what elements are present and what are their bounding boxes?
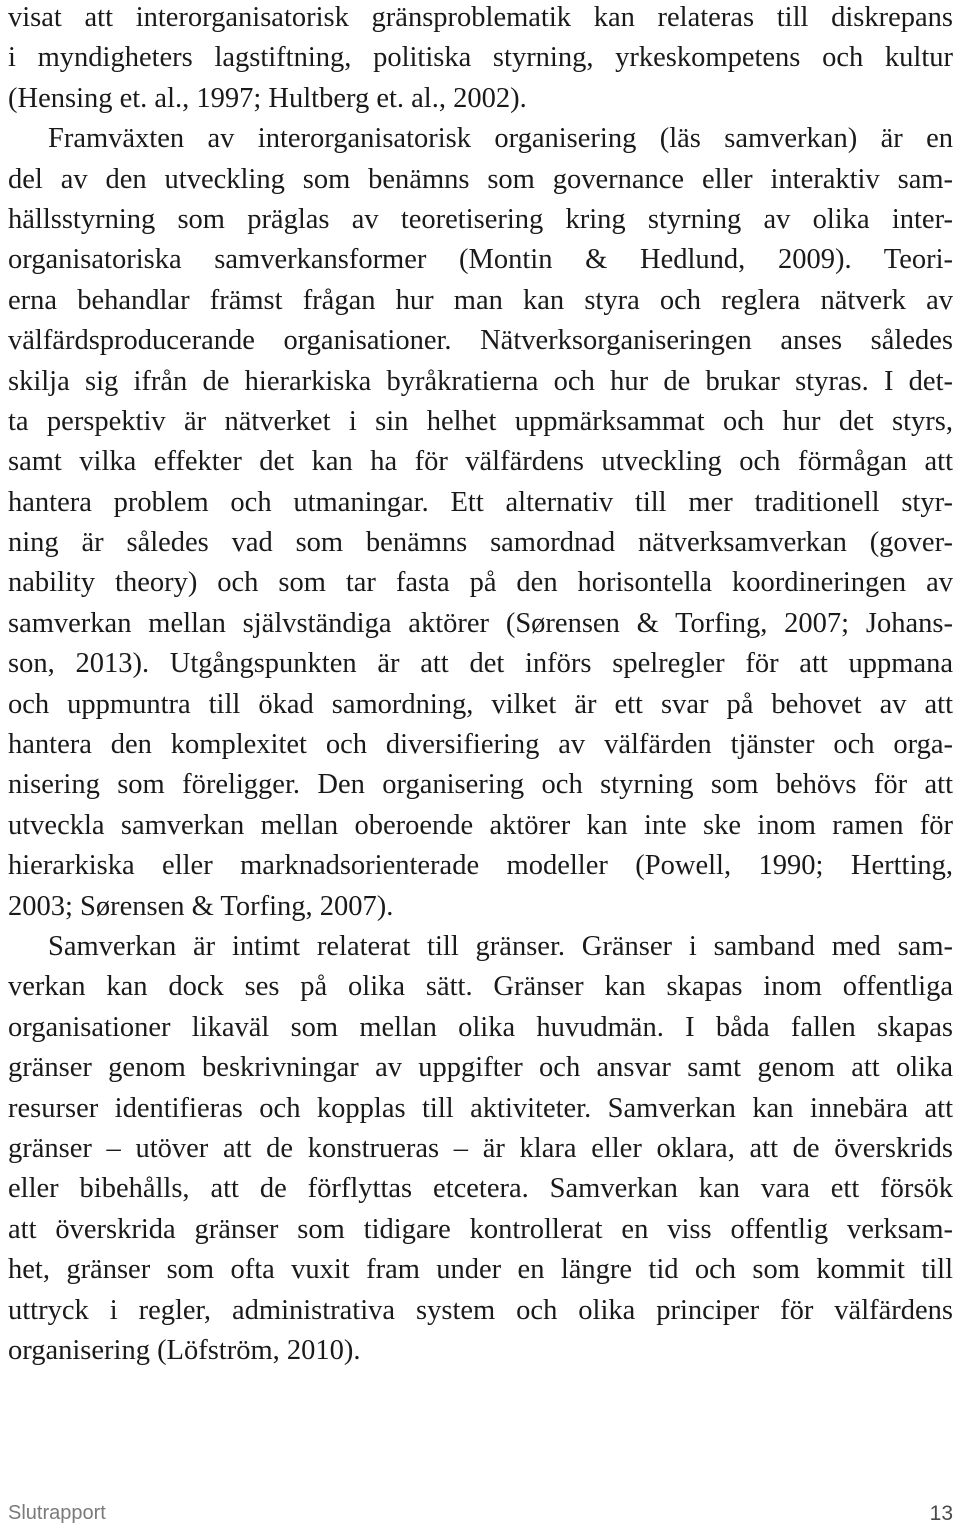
text-line: verkan kan dock ses på olika sätt. Gränser kan skapas inom offentliga bbox=[8, 971, 953, 1003]
body-text bbox=[8, 0, 953, 1371]
document-page bbox=[8, 0, 953, 1371]
text-line: utveckla samverkan mellan oberoende aktörer kan inte ske inom ramen för bbox=[8, 809, 953, 841]
text-line: ta perspektiv är nätverket i sin helhet uppmärksammat och hur det styrs, bbox=[8, 405, 953, 437]
text-line: (Hensing et. al., 1997; Hultberg et. al., 2002). bbox=[8, 82, 527, 114]
text-line: organisering (Löfström, 2010). bbox=[8, 1334, 361, 1366]
text-line: del av den utveckling som benämns som governance eller interaktiv sam- bbox=[8, 163, 953, 195]
text-line: hantera den komplexitet och diversifiering av välfärden tjänster och orga- bbox=[8, 729, 953, 761]
text-line: Framväxten av interorganisatorisk organisering (läs samverkan) är en bbox=[48, 123, 953, 155]
text-line: välfärdsproducerande organisationer. Nätverksorganiseringen anses således bbox=[8, 325, 953, 357]
footer-page-number: 13 bbox=[929, 1502, 953, 1525]
text-line: resurser identifieras och kopplas till aktiviteter. Samverkan kan innebära att bbox=[8, 1092, 953, 1124]
text-line: gränser genom beskrivningar av uppgifter och ansvar samt genom att olika bbox=[8, 1052, 953, 1084]
page-footer bbox=[8, 1502, 953, 1532]
text-line: son, 2013). Utgångspunkten är att det införs spelregler för att uppmana bbox=[8, 648, 953, 680]
text-line: och uppmuntra till ökad samordning, vilket är ett svar på behovet av att bbox=[8, 688, 953, 720]
text-line: ning är således vad som benämns samordnad nätverksamverkan (gover- bbox=[8, 527, 953, 559]
text-line: i myndigheters lagstiftning, politiska styrning, yrkeskompetens och kultur bbox=[8, 42, 953, 74]
text-line: hällsstyrning som präglas av teoretisering kring styrning av olika inter- bbox=[8, 203, 953, 235]
text-line: samt vilka effekter det kan ha för välfärdens utveckling och förmågan att bbox=[8, 446, 953, 478]
text-line: samverkan mellan självständiga aktörer (Sørensen & Torfing, 2007; Johans- bbox=[8, 607, 953, 639]
footer-report-title: Slutrapport bbox=[8, 1502, 106, 1524]
text-line: organisatoriska samverkansformer (Montin & Hedlund, 2009). Teori- bbox=[8, 244, 953, 276]
text-line: gränser – utöver att de konstrueras – är klara eller oklara, att de överskrids bbox=[8, 1132, 953, 1164]
text-line: erna behandlar främst frågan hur man kan styra och reglera nätverk av bbox=[8, 284, 953, 316]
text-line: eller bibehålls, att de förflyttas etcetera. Samverkan kan vara ett försök bbox=[8, 1173, 953, 1205]
text-line: att överskrida gränser som tidigare kontrollerat en viss offentlig verksam- bbox=[8, 1213, 953, 1245]
text-line: hierarkiska eller marknadsorienterade modeller (Powell, 1990; Hertting, bbox=[8, 850, 953, 882]
text-line: organisationer likaväl som mellan olika huvudmän. I båda fallen skapas bbox=[8, 1011, 953, 1043]
text-line: het, gränser som ofta vuxit fram under en längre tid och som kommit till bbox=[8, 1254, 953, 1286]
text-line: hantera problem och utmaningar. Ett alternativ till mer traditionell styr- bbox=[8, 486, 953, 518]
text-line: skilja sig ifrån de hierarkiska byråkratierna och hur de brukar styras. I det- bbox=[8, 365, 953, 397]
text-line: visat att interorganisatorisk gränsproblematik kan relateras till diskrepans bbox=[8, 2, 953, 33]
text-line: nability theory) och som tar fasta på den horisontella koordineringen av bbox=[8, 567, 953, 599]
text-line: Samverkan är intimt relaterat till gränser. Gränser i samband med sam- bbox=[48, 930, 953, 962]
text-line: 2003; Sørensen & Torfing, 2007). bbox=[8, 890, 394, 922]
text-line: nisering som föreligger. Den organisering och styrning som behövs för att bbox=[8, 769, 953, 801]
text-line: uttryck i regler, administrativa system och olika principer för välfärdens bbox=[8, 1294, 953, 1326]
